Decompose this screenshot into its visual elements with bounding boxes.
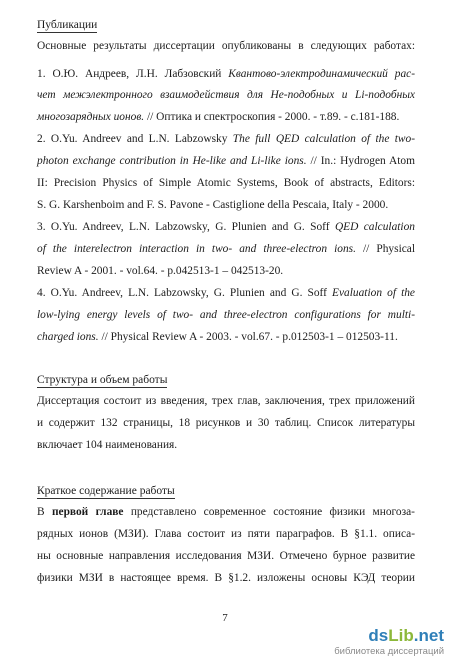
summary-line bbox=[37, 527, 415, 541]
publication-text: 2. O.Yu. Andreev and L.N. Labzowsky bbox=[37, 133, 233, 145]
publication-line bbox=[37, 242, 415, 256]
structure-line-1: Диссертация состоит из введения, трех глав, заключения, трех приложений bbox=[37, 395, 415, 407]
structure-line-3: включает 104 наименования. bbox=[37, 439, 178, 451]
watermark-subtitle: библиотека диссертаций bbox=[334, 646, 444, 657]
publication-text: 3. O.Yu. Andreev, L.N. Labzowsky, G. Plunien and G. Soff bbox=[37, 221, 335, 233]
publication-title-italic: of the interelectron interaction in two- and three-electron ions. bbox=[37, 243, 356, 255]
summary-text-span: В bbox=[37, 506, 52, 518]
publication-line bbox=[37, 176, 415, 190]
watermark-logo bbox=[368, 626, 444, 646]
watermark bbox=[334, 624, 450, 662]
publication-text: 4. O.Yu. Andreev, L.N. Labzowsky, G. Plunien and G. Soff bbox=[37, 287, 333, 299]
watermark-logo-text: dsLib.net bbox=[368, 626, 444, 645]
summary-line bbox=[37, 571, 415, 585]
publication-title-italic: photon exchange contribution in He-like and Li-like ions. bbox=[37, 155, 307, 167]
publication-citation: // Оптика и спектроскопия - 2000. - т.89. - с.181-188. bbox=[144, 111, 400, 123]
section-title-summary: Краткое содержание работы bbox=[37, 485, 175, 497]
summary-emphasis: первой главе bbox=[51, 506, 124, 518]
publication-line bbox=[37, 88, 415, 102]
publication-line bbox=[37, 308, 415, 322]
summary-line bbox=[37, 505, 415, 519]
summary-line bbox=[37, 549, 415, 563]
publication-title-italic: The full QED calculation of the two- bbox=[232, 133, 415, 145]
publication-title-italic: low-lying energy levels of two- and three-electron configurations for multi- bbox=[37, 309, 415, 321]
publication-text: S. G. Karshenboim and F. S. Pavone - Castiglione della Pescaia, Italy - 2000. bbox=[37, 199, 389, 211]
publication-line bbox=[37, 286, 415, 300]
publication-title-italic: многозарядных ионов. bbox=[37, 111, 145, 123]
publication-title-italic: чет межэлектронного взаимодействия для He-подобных и Li-подобных bbox=[37, 89, 415, 101]
summary-text-span: ны основные направления исследования МЗИ. Отмечено бурное развитие bbox=[37, 550, 415, 562]
publication-text: 1. О.Ю. Андреев, Л.Н. Лабзовский bbox=[37, 68, 229, 80]
publication-text: II: Precision Physics of Simple Atomic Systems, Book of abstracts, Editors: bbox=[37, 177, 415, 189]
page-number: 7 bbox=[222, 612, 228, 624]
publication-title-italic: Evaluation of the bbox=[332, 287, 415, 299]
publication-title-italic: Квантово-электродинамический рас- bbox=[228, 68, 415, 80]
publication-citation: // Physical bbox=[355, 243, 416, 255]
publication-line bbox=[37, 154, 415, 168]
publication-line bbox=[37, 132, 415, 146]
publication-line bbox=[37, 330, 415, 344]
publication-text: Review A - 2001. - vol.64. - p.042513-1 – 042513-20. bbox=[37, 265, 284, 277]
publication-line bbox=[37, 110, 415, 124]
publication-citation: // Physical Review A - 2003. - vol.67. - p.012503-1 – 012503-11. bbox=[98, 331, 398, 343]
section-title-structure: Структура и объем работы bbox=[37, 374, 168, 386]
publication-line bbox=[37, 220, 415, 234]
summary-text-span: рядных ионов (МЗИ). Глава состоит из пяти параграфов. В §1.1. описа- bbox=[37, 528, 415, 540]
summary-text-span: физики МЗИ в настоящее время. В §1.2. изложены основы КЭД теории bbox=[37, 572, 415, 584]
publication-line bbox=[37, 264, 415, 278]
section-title-publications: Публикации bbox=[37, 19, 98, 31]
publication-citation: // In.: Hydrogen Atom bbox=[306, 155, 415, 167]
summary-text-span: представлено современное состояние физики многоза- bbox=[123, 506, 415, 518]
structure-line-2: и содержит 132 страницы, 18 рисунков и 30 таблиц. Список литературы bbox=[37, 417, 415, 429]
publication-title-italic: QED calculation bbox=[334, 221, 415, 233]
publication-title-italic: charged ions. bbox=[37, 331, 99, 343]
publications-intro: Основные результаты диссертации опубликованы в следующих работах: bbox=[37, 40, 415, 52]
publication-line bbox=[37, 67, 415, 81]
publication-line bbox=[37, 198, 415, 212]
